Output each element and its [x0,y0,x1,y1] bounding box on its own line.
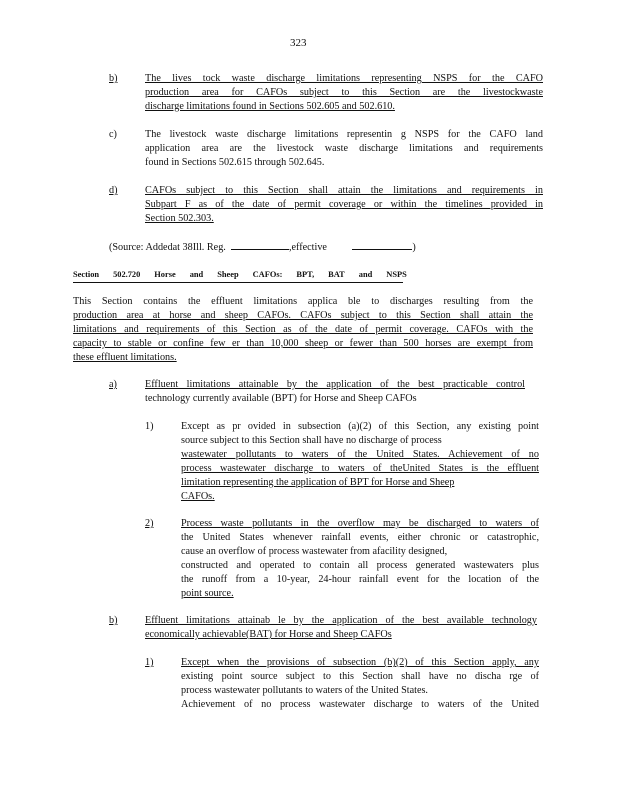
item-a1-text [181,420,539,504]
item-label-d: d) [109,185,118,196]
text-line: production area for CAFOs subject to this Section are the livestockwaste [145,87,543,98]
source-note: (Source: Addedat 38Ill. Reg. ,effective ) [109,239,416,255]
item-a2-text [181,517,539,601]
text-line: Section 502.303. [145,213,214,224]
item-b1-text [181,656,539,712]
item-a2-label: 2) [145,518,154,529]
text-line: process wastewater discharge to waters of theUnited States is the effluent [181,463,539,474]
item-b1-label: 1) [145,657,154,668]
intro-paragraph [73,295,533,365]
text-line: Except as pr ovided in subsection (a)(2) of this Section, any existing point [181,421,539,432]
text-line: CAFOs. [181,491,215,502]
item-b-text [145,72,543,114]
text-line: the United States whenever rainfall events, either chronic or catastrophic, [181,532,539,543]
item-label-b: b) [109,73,118,84]
text-line: wastewater pollutants to waters of the United States. Achievement of no [181,449,539,460]
text-line: The livestock waste discharge limitations representin g NSPS for the CAFO land [145,129,543,140]
item-b2-text [145,614,537,642]
item-label-a: a) [109,379,117,390]
item-label-c: c) [109,129,117,140]
text-line: found in Sections 502.615 through 502.645. [145,157,325,168]
text-line: source subject to this Section shall have no discharge of process [181,435,442,446]
text-line: the runoff from a 10-year, 24-hour rainfall event for the location of the [181,574,539,585]
text-line: these effluent limitations. [73,352,177,363]
text-line: This Section contains the effluent limitations applica ble to discharges resulting from the [73,296,533,307]
text-line: existing point source subject to this Section shall have no discha rge of [181,671,539,682]
item-c-text [145,128,543,170]
item-label-b2: b) [109,615,118,626]
item-d-text [145,184,543,226]
date-blank-2 [352,239,412,250]
text-line: discharge limitations found in Sections 502.605 and 502.610. [145,101,395,112]
text-line: economically achievable(BAT) for Horse and Sheep CAFOs [145,629,392,640]
page-number: 323 [290,37,307,49]
text-line: CAFOs subject to this Section shall attain the limitations and requirements in [145,185,543,196]
text-line: point source. [181,588,234,599]
text-line: constructed and operated to contain all process generated wastewaters plus [181,560,539,571]
text-line: Effluent limitations attainab le by the application of the best available technology [145,615,537,626]
text-line: cause an overflow of process wastewater from afacility designed, [181,546,448,557]
item-a1-label: 1) [145,421,154,432]
text-line: application area are the livestock waste discharge limitations and requirements [145,143,543,154]
date-blank-1 [231,239,289,250]
text-line: Effluent limitations attainable by the application of the best practicable control [145,379,525,390]
text-line: process wastewater pollutants to waters of the United States. [181,685,428,696]
text-line: limitations and requirements of this Section as of the date of permit coverage. CAFOs with the [73,324,533,335]
text-line: Process waste pollutants in the overflow may be discharged to waters of [181,518,539,529]
text-line: Achievement of no process wastewater discharge to waters of the United [181,699,539,710]
text-line: production area at horse and sheep CAFOs. CAFOs subject to this Section shall attain the [73,310,533,321]
text-line: capacity to stable or confine few er than 10,000 sheep or fewer than 500 horses are exempt from [73,338,533,349]
text-line: The lives tock waste discharge limitations representing NSPS for the CAFO [145,73,543,84]
text-line: technology currently available (BPT) for Horse and Sheep CAFOs [145,393,417,404]
text-line: Except when the provisions of subsection (b)(2) of this Section apply, any [181,657,539,668]
text-line: limitation representing the application of BPT for Horse and Sheep [181,477,455,488]
item-a-text [145,378,525,406]
section-heading: Section 502.720 Horse and Sheep CAFOs: BPT, BAT and NSPS [73,268,403,283]
text-line: Subpart F as of the date of permit coverage or within the timelines provided in [145,199,543,210]
